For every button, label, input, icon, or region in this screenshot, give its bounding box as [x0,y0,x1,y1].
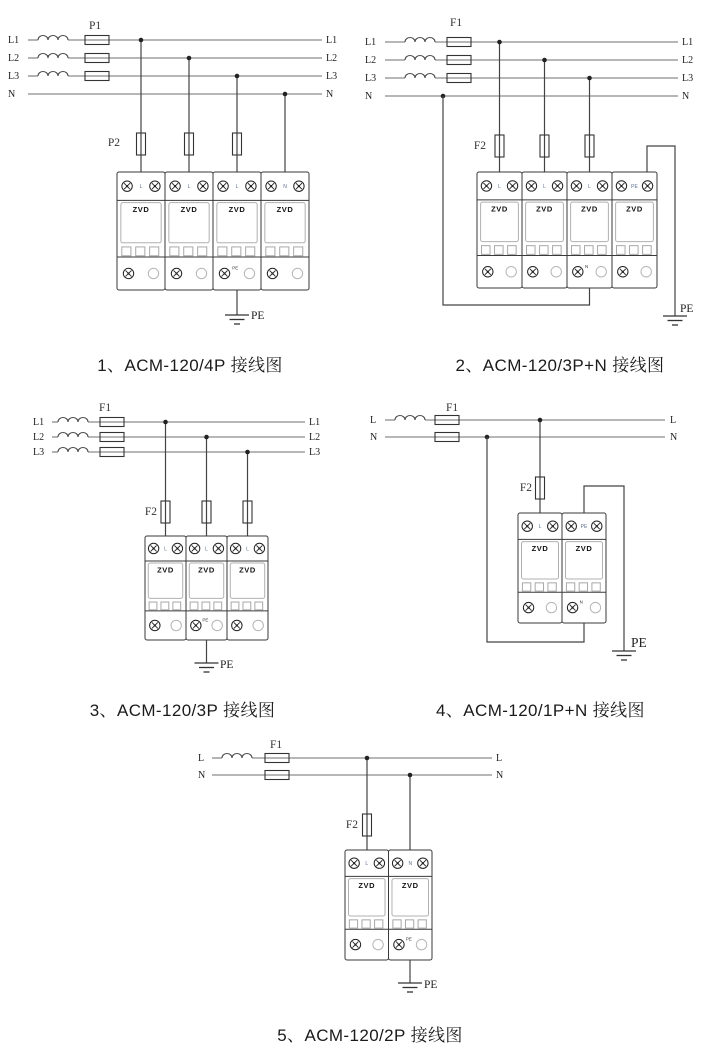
indicator-circle [148,268,158,278]
line-label-right: L1 [682,37,694,48]
power-lines [52,422,305,452]
line-label-left: L [370,415,377,426]
indicator-circle [196,268,206,278]
indicator-square [198,247,207,256]
indicator-square [527,246,536,255]
inductor-coil [222,754,252,759]
indicator-square [375,920,383,928]
terminal-label: L [246,546,249,553]
indicator-square [243,602,251,610]
indicator-square [572,246,581,255]
spd-module [567,172,612,288]
line-label-left: L3 [8,71,20,82]
junction-dot [139,38,144,43]
diagram-acm-120-4p [0,10,345,350]
indicator-circle [590,602,600,612]
line-label-right: L2 [309,432,321,443]
indicator-square [630,246,639,255]
junction-dot [542,58,547,63]
indicator-square [418,920,426,928]
spd-module [117,172,165,290]
diagram-caption: 4、ACM-120/1P+N 接线图 [436,701,645,720]
line-label-right: L2 [326,53,338,64]
terminal-label: L [164,546,167,553]
junction-dot [187,56,192,61]
spd-module [477,172,522,288]
indicator-square [246,247,255,256]
junction-dot [538,418,543,423]
indicator-square [592,583,600,591]
terminal-label: N [408,861,413,868]
earth-ground-symbol [612,651,636,660]
indicator-square [393,920,401,928]
line-label-left: L2 [33,432,45,443]
spd-module [522,172,567,288]
indicator-circle [253,620,263,630]
spd-module [145,536,186,640]
spd-module [345,850,389,960]
terminal-label: PE [631,183,638,190]
indicator-square [522,583,530,591]
inductor-coils [58,418,88,453]
indicator-square [585,246,594,255]
module-body-label: ZVD [491,204,508,214]
line-label-left: N [8,89,16,100]
spd-module [165,172,213,290]
line-label-left: L3 [33,447,45,458]
ground-label: PE [220,659,234,671]
diagram-acm-120-2p [180,730,530,1020]
indicator-square [190,602,198,610]
junction-dot [587,76,592,81]
branch-wires [363,756,413,850]
terminal-sub-label: N [585,263,589,269]
line-label-right: L1 [309,417,321,428]
terminal-label: L [365,861,369,868]
spd-module [186,536,227,640]
indicator-square [566,583,574,591]
line-label-right: L1 [326,35,338,46]
inductor-coils [405,38,435,79]
line-label-right: N [326,89,334,100]
inductor-coils [38,36,68,77]
terminal-sub-label: PE [202,617,209,623]
indicator-circle [416,939,426,949]
line-label-left: N [198,770,206,781]
module-body-label: ZVD [239,565,256,575]
indicator-circle [292,268,302,278]
diagram-acm-120-3p [0,395,340,695]
indicator-square [173,602,181,610]
indicator-circle [506,267,516,277]
diagram-acm-120-1p-n [360,395,701,695]
module-body-label: ZVD [536,204,553,214]
line-label-right: L3 [309,447,321,458]
spd-module [389,850,433,960]
fuse-main-label: F1 [446,402,459,414]
indicator-circle [551,267,561,277]
diagram-acm-120-3p-n [360,10,701,350]
indicator-circle [373,939,383,949]
indicator-square [214,602,222,610]
terminal-label: L [139,184,143,191]
indicator-square [349,920,357,928]
diagram-caption: 5、ACM-120/2P 接线图 [277,1026,463,1045]
fuse-branch-label: F2 [519,482,532,494]
ground-label: PE [631,635,647,650]
indicator-circle [596,267,606,277]
indicator-square [294,247,303,256]
junction-dot [204,435,209,440]
indicator-square [643,246,652,255]
indicator-square [617,246,626,255]
junction-dot [365,756,370,761]
inductor-coil [395,416,425,421]
indicator-square [540,246,549,255]
line-label-left: N [370,432,378,443]
ground-label: PE [680,303,694,315]
module-body-label: ZVD [157,565,174,575]
indicator-square [122,247,131,256]
spd-module [227,536,268,640]
spd-module [612,172,657,288]
module-body-label: ZVD [401,881,419,891]
indicator-square [598,246,607,255]
line-label-right: L2 [682,55,694,66]
line-label-right: L [670,415,677,426]
module-body-label: ZVD [132,205,150,215]
diagram-caption: 1、ACM-120/4P 接线图 [97,356,283,375]
earth-ground-symbol [195,640,219,672]
indicator-square [482,246,491,255]
indicator-square [218,247,227,256]
earth-ground-symbol [225,290,249,324]
line-label-left: L2 [8,53,20,64]
indicator-square [150,247,159,256]
indicator-circle [171,620,181,630]
indicator-circle [212,620,222,630]
terminal-label: L [235,184,239,191]
line-label-right: L [496,753,503,764]
fuse-branch-label: F2 [345,819,358,831]
indicator-square [149,602,157,610]
fuse-main-label: F1 [270,739,283,751]
fuse-branch-label: F2 [144,506,157,518]
terminal-label: L [588,183,591,190]
terminal-label: L [498,183,501,190]
module-body-label: ZVD [626,204,643,214]
indicator-square [202,602,210,610]
junction-dot [163,420,168,425]
line-label-right: N [670,432,678,443]
indicator-circle [244,268,254,278]
line-label-right: L3 [682,73,694,84]
spd-module [213,172,261,290]
module-body-label: ZVD [575,544,593,554]
indicator-square [579,583,587,591]
earth-ground-symbol [398,960,422,992]
indicator-square [231,602,239,610]
power-lines [28,40,322,94]
fuse-main-label: F1 [99,402,112,414]
module-body-label: ZVD [198,565,215,575]
fuse-branch-label: P2 [107,137,120,149]
earth-ground-symbol [663,316,687,325]
indicator-square [266,247,275,256]
indicator-square [535,583,543,591]
indicator-square [161,602,169,610]
junction-dot [497,40,502,45]
indicator-square [232,247,241,256]
line-label-left: N [365,91,373,102]
fuse-branch-label: F2 [473,140,486,152]
fuse-main-label: P1 [89,20,102,32]
diagram-caption: 3、ACM-120/3P 接线图 [89,701,276,720]
indicator-square [170,247,179,256]
power-lines [385,420,665,437]
power-lines [385,42,678,96]
terminal-label: L [187,184,191,191]
diagram-caption: 2、ACM-120/3P+N 接线图 [455,356,665,375]
indicator-square [280,247,289,256]
terminal-label: L [543,183,546,190]
indicator-square [405,920,413,928]
module-body-label: ZVD [581,204,598,214]
junction-dot [408,773,413,778]
line-label-left: L3 [365,73,377,84]
line-label-right: N [496,770,504,781]
indicator-square [508,246,517,255]
line-label-left: L1 [8,35,20,46]
terminal-label: L [538,524,542,531]
module-body-label: ZVD [228,205,246,215]
junction-dot [283,92,288,97]
indicator-circle [546,602,556,612]
fuse-main-label: F1 [450,17,463,29]
ground-label: PE [424,979,438,991]
line-label-left: L1 [365,37,377,48]
indicator-square [255,602,263,610]
junction-dot [245,450,250,455]
terminal-label: PE [580,524,588,531]
indicator-square [495,246,504,255]
indicator-square [362,920,370,928]
terminal-label: N [283,184,287,191]
junction-dot [235,74,240,79]
indicator-square [553,246,562,255]
terminal-sub-label: PE [405,936,412,942]
indicator-circle [641,267,651,277]
spd-module [518,513,562,623]
indicator-square [184,247,193,256]
spd-module [261,172,309,290]
power-lines [212,758,492,775]
module-body-label: ZVD [358,881,376,891]
ground-label: PE [251,310,265,322]
indicator-square [548,583,556,591]
line-label-right: N [682,91,690,102]
module-body-label: ZVD [276,205,294,215]
indicator-square [136,247,145,256]
line-label-right: L3 [326,71,338,82]
line-label-left: L1 [33,417,45,428]
line-label-left: L2 [365,55,377,66]
line-label-left: L [198,753,205,764]
terminal-sub-label: N [579,599,583,605]
module-body-label: ZVD [531,544,549,554]
module-body-label: ZVD [180,205,198,215]
spd-module [562,513,606,623]
terminal-sub-label: PE [232,265,239,271]
terminal-label: L [205,546,208,553]
